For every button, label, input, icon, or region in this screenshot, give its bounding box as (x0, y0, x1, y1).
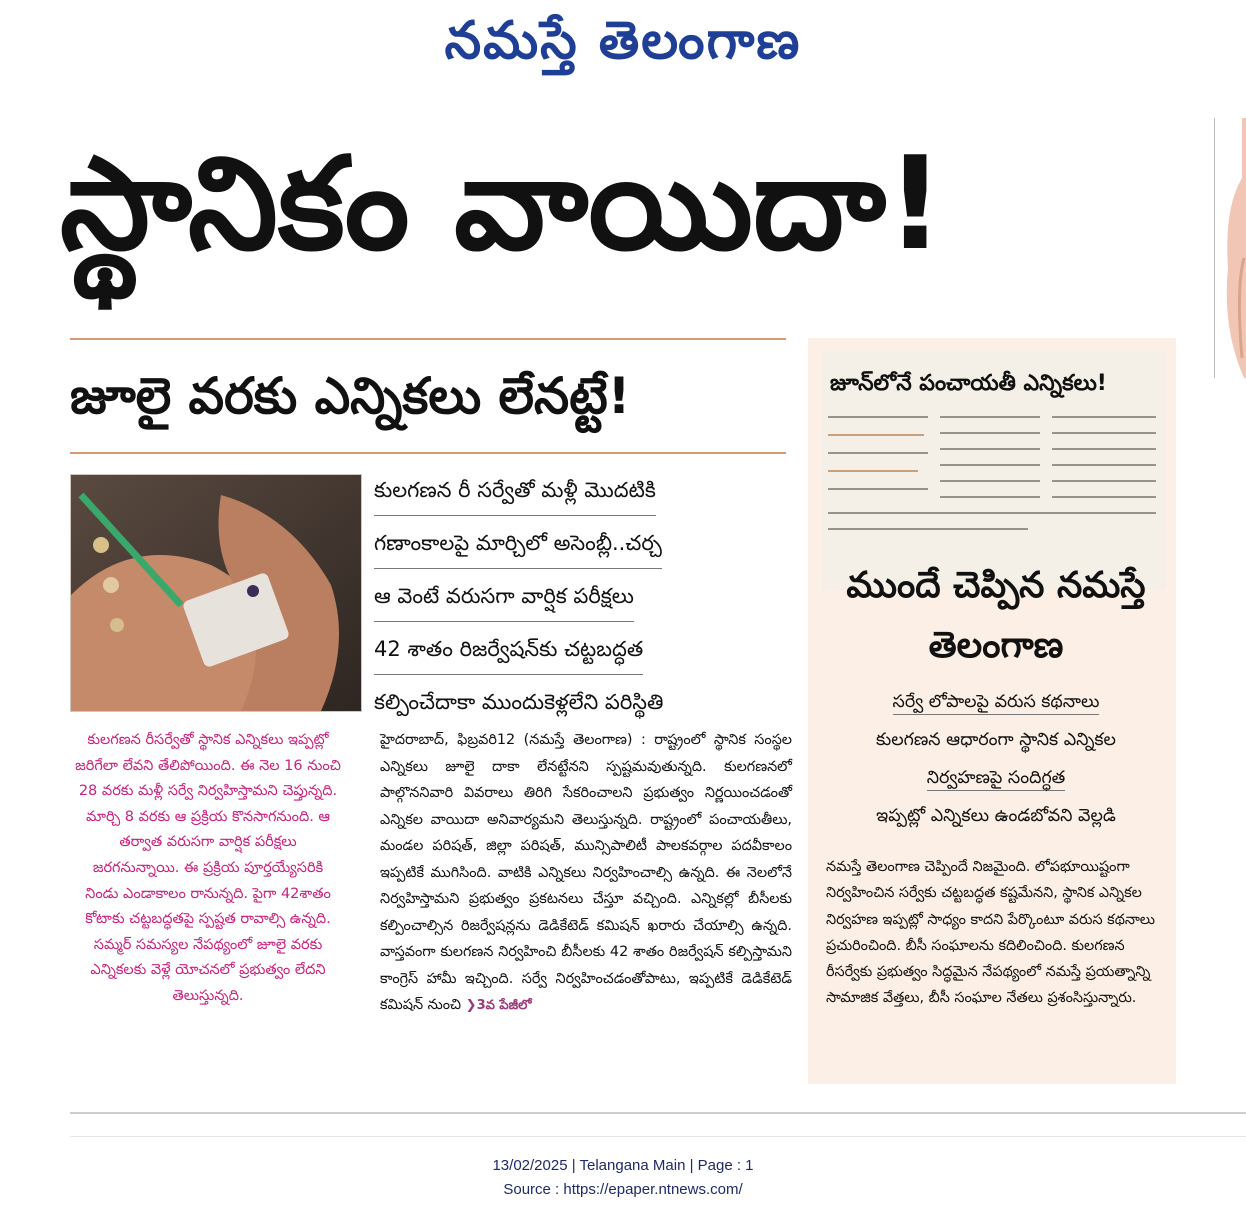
continued-page-link[interactable]: ❯3వ పేజీలో (465, 998, 532, 1013)
voting-ink-photo (70, 474, 362, 712)
page-ref-label: 3వ పేజీలో (476, 998, 532, 1013)
clipping-text-lines (828, 408, 1160, 538)
article-body-text: హైదరాబాద్, ఫిబ్రవరి12 (నమస్తే తెలంగాణ) : రాష్ట్రంలో స్థానిక సంస్థల ఎన్నికలు జూలై దాకా లేనట్టేనని స్పష్టమవుతున్నది. కులగణనలో పాల్గొననివారి వివరాలు తిరిగి సేకరించాలని ప్రభుత్వం నిర్ణయించడంతో ఎన్నికల వాయిదా అనివార్యమని తెలుస్తున్నది. రాష్ట్రంలో పంచాయతీలు, మండల పరిషత్, జిల్లా పరిషత్, మున్సిపాలిటీ పాలకవర్గాల పదవీకాలం ఇప్పటికే ముగిసింది. వాటికి ఎన్నికలు నిర్వహించాల్సి ఉన్నది. ఈ నెలలోనే నిర్వహిస్తామని ప్రభుత్వం ప్రకటనలు చేస్తూ వచ్చింది. ఎన్నికల్లో బీసీలకు కల్పించాల్సిన రిజర్వేషన్లను డెడికేటెడ్ కమిషన్ ఖరారు చేయాల్సి ఉన్నది. వాస్తవంగా కులగణన నిర్వహించి బీసీలకు 42 శాతం రిజర్వేషన్ కల్పిస్తామని కాంగ్రెస్ హామీ ఇచ్చింది. సర్వే నిర్వహించడంతోపాటు, ఇప్పటికే డెడికేటెడ్ కమిషన్ నుంచి (380, 732, 792, 1013)
clipping-headline: జూన్‌లోనే పంచాయతీ ఎన్నికలు! (830, 371, 1107, 396)
article-body (380, 727, 792, 1020)
bullet-item: 42 శాతం రిజర్వేషన్‌కు చట్టబద్ధత (374, 624, 643, 675)
footer-source[interactable]: Source : https://epaper.ntnews.com/ (503, 1181, 743, 1198)
bullet-item: కులగణన రీ సర్వేతో మళ్లీ మొదటికి (374, 465, 656, 516)
bullet-item: గణాంకాలపై మార్చిలో అసెంబ్లీ..చర్చ (374, 518, 662, 569)
subhead-bottom-rule (70, 452, 786, 454)
edge-illustration (1214, 118, 1246, 378)
bottom-rule-thin (70, 1136, 1246, 1137)
sidebar-bullets (826, 684, 1166, 836)
main-headline: స్థానికం వాయిదా! (60, 130, 945, 279)
subheadline: జూలై వరకు ఎన్నికలు లేనట్టే! (70, 367, 631, 425)
sidebar-bullet: సర్వే లోపాలపై వరుస కథనాలు (893, 692, 1100, 715)
sidebar-title: ముందే చెప్పిన నమస్తే తెలంగాణ (846, 565, 1146, 666)
sidebar-body: నమస్తే తెలంగాణ చెప్పిందే నిజమైంది. లోపభూయిష్టంగా నిర్వహించిన సర్వేకు చట్టబద్ధత కష్టమేనని, స్థానిక ఎన్నికల నిర్వహణ ఇప్పట్లో సాధ్యం కాదని పేర్కొంటూ వరుస కథనాలు ప్రచురించింది. బీసీ సంఘాలను కదిలించింది. కులగణన రీసర్వేకు ప్రభుత్వం సిద్ధమైన నేపథ్యంలో నమస్తే ప్రయత్నాన్ని సామాజిక వేత్తలు, బీసీ సంఘాల నేతలు ప్రశంసిస్తున్నారు. (826, 859, 1155, 1007)
bottom-rule (70, 1112, 1246, 1114)
photo-caption: కులగణన రీసర్వేతో స్థానిక ఎన్నికలు ఇప్పట్లో జరిగేలా లేవని తేలిపోయింది. ఈ నెల 16 నుంచి 28 వరకు మళ్లీ సర్వే నిర్వహిస్తామని చెప్తున్నది. మార్చి 8 వరకు ఆ ప్రక్రియ కొనసాగనుంది. ఆ తర్వాత వరుసగా వార్షిక పరీక్షలు జరగనున్నాయి. ఈ ప్రక్రియ పూర్తయ్యేసరికి నిండు ఎండాకాలం రానున్నది. పైగా 42శాతం కోటాకు చట్టబద్ధతపై స్పష్టత రావాల్సి ఉన్నది. సమ్మర్ సమస్యల నేపథ్యంలో జూలై వరకు ఎన్నికలకు వెళ్లే యోచనలో ప్రభుత్వం లేదని తెలుస్తున్నది. (75, 732, 341, 1004)
masthead-logo: నమస్తే తెలంగాణ (444, 10, 802, 71)
sidebar-bullet: ఇప్పట్లో ఎన్నికలు ఉండబోవని వెల్లడి (876, 806, 1116, 826)
bullet-item: ఆ వెంటే వరుసగా వార్షిక పరీక్షలు (374, 571, 634, 622)
footer-meta: 13/02/2025 | Telangana Main | Page : 1 (492, 1157, 754, 1174)
sidebar-bullet: కులగణన ఆధారంగా స్థానిక ఎన్నికల (876, 730, 1116, 750)
bullet-item: కల్పించేదాకా ముందుకెళ్లలేని పరిస్థితి (374, 690, 664, 714)
sidebar-bullet: నిర్వహణపై సందిగ్ధత (927, 768, 1066, 791)
highlight-bullets (374, 465, 788, 730)
subhead-top-rule (70, 338, 786, 340)
